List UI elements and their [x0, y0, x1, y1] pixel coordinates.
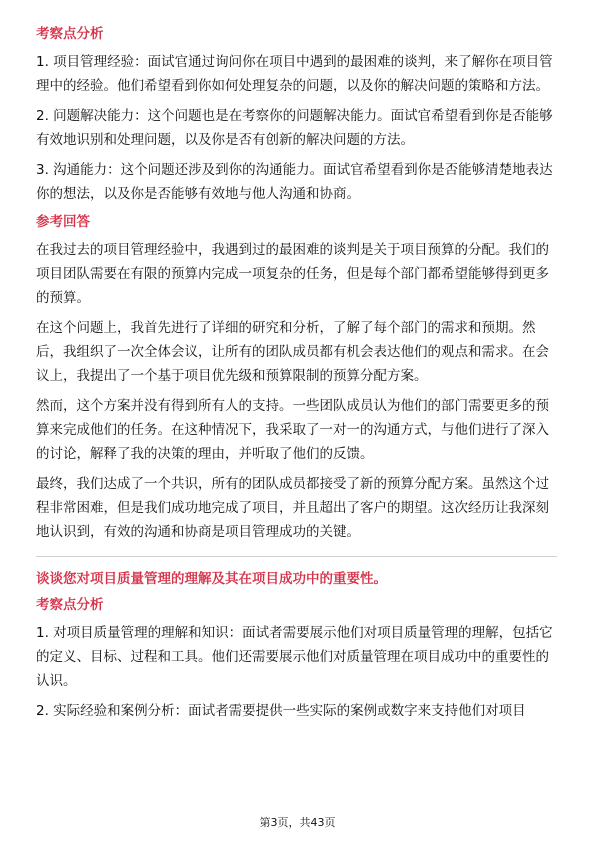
page-footer: 第3页，共43页: [259, 816, 336, 829]
analysis-heading: 考察点分析: [36, 26, 104, 42]
next-analysis-point-2: 2. 实际经验和案例分析：面试者需要提供一些实际的案例或数字来支持他们对项目: [36, 703, 526, 719]
answer-paragraph-4: 最终，我们达成了一个共识，所有的团队成员都接受了新的预算分配方案。虽然这个过程非常困难，但是我们成功地完成了项目，并且超出了客户的期望。这次经历让我深刻地认识到，有效的沟通和协商是项目管理成功的关键。: [36, 476, 549, 540]
section-divider: [36, 556, 557, 557]
next-analysis-heading: 考察点分析: [36, 597, 104, 613]
next-analysis-point-1: 1. 对项目质量管理的理解和知识：面试者需要展示他们对项目质量管理的理解，包括它的定义、目标、过程和工具。他们还需要展示他们对质量管理在项目成功中的重要性的认识。: [36, 625, 553, 689]
analysis-point-2: 2. 问题解决能力：这个问题也是在考察你的问题解决能力。面试官希望看到你是否能够有效地识别和处理问题，以及你是否有创新的解决问题的方法。: [36, 108, 553, 148]
next-question-title: 谈谈您对项目质量管理的理解及其在项目成功中的重要性。: [36, 571, 387, 587]
answer-paragraph-3: 然而，这个方案并没有得到所有人的支持。一些团队成员认为他们的部门需要更多的预算来完成他们的任务。在这种情况下，我采取了一对一的沟通方式，与他们进行了深入的讨论，解释了我的决策的理由，并听取了他们的反馈。: [36, 398, 549, 462]
answer-heading: 参考回答: [36, 214, 90, 230]
analysis-point-1: 1. 项目管理经验：面试官通过询问你在项目中遇到的最困难的谈判，来了解你在项目管理中的经验。他们希望看到你如何处理复杂的问题，以及你的解决问题的策略和方法。: [36, 54, 553, 94]
answer-paragraph-1: 在我过去的项目管理经验中，我遇到过的最困难的谈判是关于项目预算的分配。我们的项目团队需要在有限的预算内完成一项复杂的任务，但是每个部门都希望能够得到更多的预算。: [36, 242, 549, 306]
analysis-point-3: 3. 沟通能力：这个问题还涉及到你的沟通能力。面试官希望看到你是否能够清楚地表达你的想法，以及你是否能够有效地与他人沟通和协商。: [36, 162, 553, 202]
answer-paragraph-2: 在这个问题上，我首先进行了详细的研究和分析，了解了每个部门的需求和预期。然后，我组织了一次全体会议，让所有的团队成员都有机会表达他们的观点和需求。在会议上，我提出了一个基于项目优先级和预算限制的预算分配方案。: [36, 320, 549, 384]
